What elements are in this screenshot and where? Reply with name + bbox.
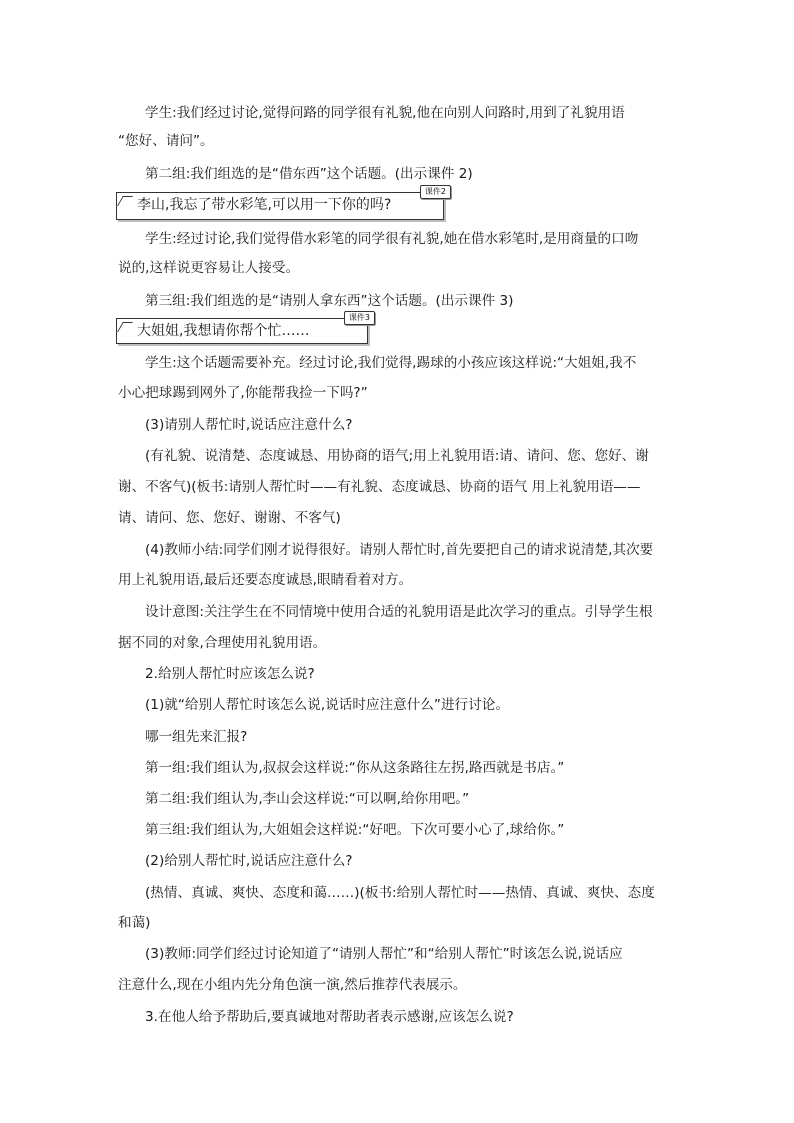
section-heading: 3.在他人给予帮助后,要真诚地对帮助者表示感谢,应该怎么说?	[145, 1009, 514, 1025]
callout-notch	[117, 322, 133, 332]
paragraph-line: 据不同的对象,合理使用礼貌用语。	[118, 635, 327, 651]
courseware-callout-2	[116, 187, 446, 220]
paragraph-line: (有礼貌、说清楚、态度诚恳、用协商的语气;用上礼貌用语:请、请问、您、您好、谢	[145, 448, 649, 464]
paragraph-line: 第三组:我们组选的是“请别人拿东西”这个话题。(出示课件 3)	[145, 293, 514, 309]
paragraph-line: 哪一组先来汇报?	[145, 729, 248, 745]
paragraph-line: 第一组:我们组认为,叔叔会这样说:“你从这条路往左拐,路西就是书店。”	[145, 760, 565, 776]
courseware-badge: 课件3	[344, 311, 375, 325]
paragraph-line: 第二组:我们组认为,李山会这样说:“可以啊,给你用吧。”	[145, 791, 470, 807]
paragraph-line: (3)请别人帮忙时,说话应注意什么?	[145, 417, 353, 433]
courseware-callout-3	[116, 313, 370, 344]
courseware-badge: 课件2	[420, 185, 451, 199]
paragraph-line: 注意什么,现在小组内先分角色演一演,然后推荐代表展示。	[118, 977, 467, 993]
paragraph-line: (3)教师:同学们经过讨论知道了“请别人帮忙”和“给别人帮忙”时该怎么说,说话应	[145, 946, 623, 962]
paragraph-line: “您好、请问”。	[118, 133, 214, 149]
paragraph-line: 谢、不客气)(板书:请别人帮忙时——有礼貌、态度诚恳、协商的语气 用上礼貌用语——	[118, 479, 641, 495]
paragraph-line: 学生:这个话题需要补充。经过讨论,我们觉得,踢球的小孩应该这样说:“大姐姐,我不	[145, 355, 637, 371]
paragraph-line: 学生:我们经过讨论,觉得问路的同学很有礼貌,他在向别人问路时,用到了礼貌用语	[145, 105, 625, 121]
paragraph-line: 说的,这样说更容易让人接受。	[118, 260, 300, 276]
paragraph-line: 用上礼貌用语,最后还要态度诚恳,眼睛看着对方。	[118, 572, 413, 588]
section-heading: 2.给别人帮忙时应该怎么说?	[145, 666, 315, 682]
paragraph-line: 和蔼)	[118, 915, 151, 931]
callout-text: 大姐姐,我想请你帮个忙……	[137, 323, 310, 339]
paragraph-line: (4)教师小结:同学们刚才说得很好。请别人帮忙时,首先要把自己的请求说清楚,其次要	[145, 542, 654, 558]
paragraph-line: 设计意图:关注学生在不同情境中使用合适的礼貌用语是此次学习的重点。引导学生根	[145, 604, 653, 620]
paragraph-line: (2)给别人帮忙时,说话应注意什么?	[145, 853, 353, 869]
paragraph-line: (热情、真诚、爽快、态度和蔼……)(板书:给别人帮忙时——热情、真诚、爽快、态度	[145, 885, 655, 901]
paragraph-line: 学生:经过讨论,我们觉得借水彩笔的同学很有礼貌,她在借水彩笔时,是用商量的口吻	[145, 231, 639, 247]
callout-text: 李山,我忘了带水彩笔,可以用一下你的吗?	[137, 197, 392, 213]
callout-notch	[117, 196, 133, 206]
paragraph-line: 第三组:我们组认为,大姐姐会这样说:“好吧。下次可要小心了,球给你。”	[145, 822, 565, 838]
paragraph-line: 第二组:我们组选的是“借东西”这个话题。(出示课件 2)	[145, 166, 473, 182]
paragraph-line: 请、请问、您、您好、谢谢、不客气)	[118, 510, 341, 526]
paragraph-line: 小心把球踢到网外了,你能帮我捡一下吗?”	[118, 385, 368, 401]
paragraph-line: (1)就“给别人帮忙时该怎么说,说话时应注意什么”进行讨论。	[145, 697, 509, 713]
